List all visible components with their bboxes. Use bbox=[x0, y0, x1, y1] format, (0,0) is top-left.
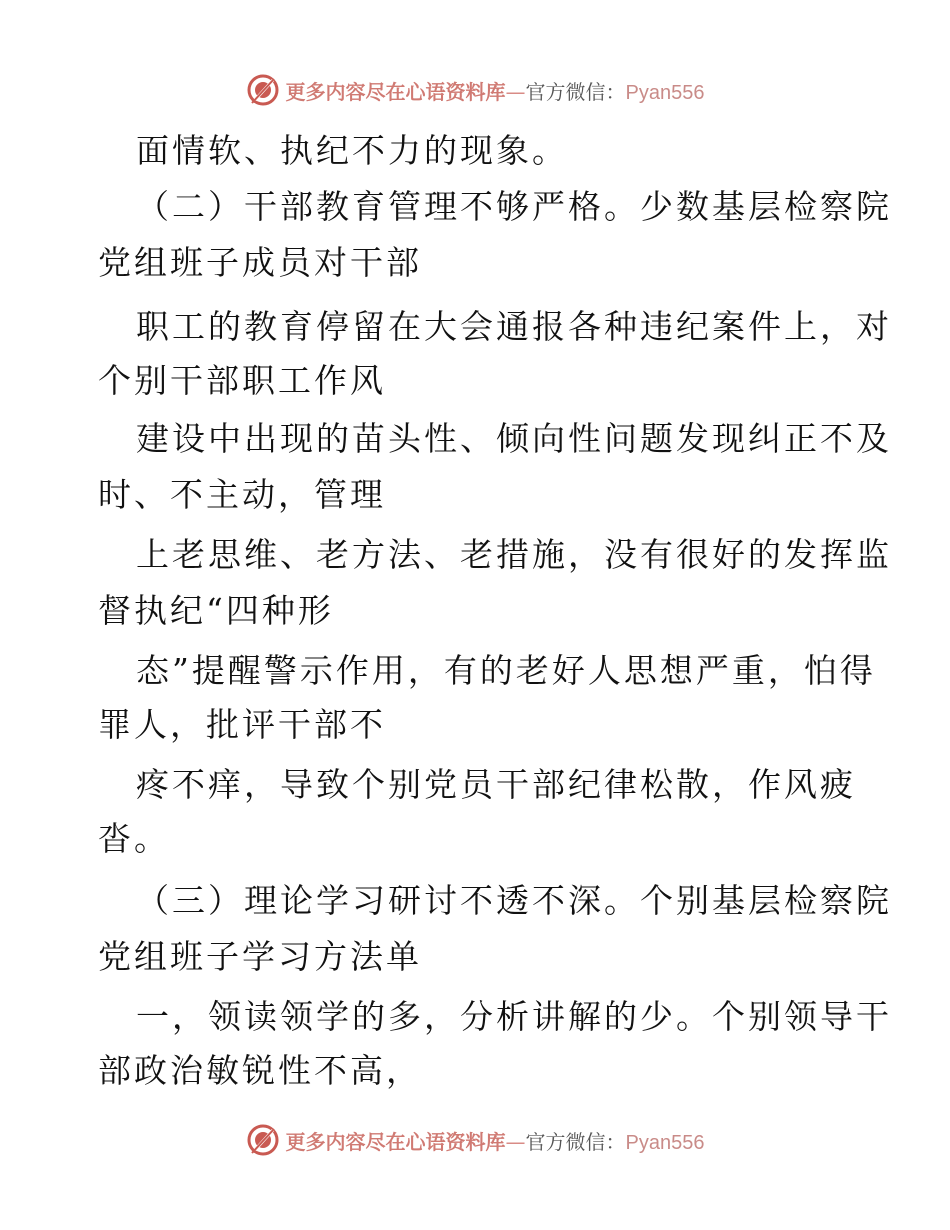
watermark-wechat-id: Pyan556 bbox=[625, 1131, 705, 1154]
text-line: 督执纪“四种形 bbox=[98, 591, 334, 630]
watermark-text bbox=[286, 1126, 705, 1155]
text-line: 党组班子成员对干部 bbox=[98, 243, 422, 282]
text-line: 面情软、执纪不力的现象。 bbox=[136, 131, 568, 170]
header-watermark bbox=[0, 70, 950, 110]
watermark-brand: 更多内容尽在心语资料库 bbox=[285, 1129, 506, 1154]
pen-logo-icon bbox=[246, 73, 280, 107]
footer-watermark bbox=[0, 1120, 950, 1160]
text-line: 罪人，批评干部不 bbox=[98, 705, 386, 744]
text-line: 上老思维、老方法、老措施，没有很好的发挥监 bbox=[136, 535, 892, 574]
watermark-label: 官方微信： bbox=[525, 79, 626, 104]
watermark-brand: 更多内容尽在心语资料库 bbox=[285, 79, 506, 104]
text-line: 沓。 bbox=[98, 819, 170, 858]
text-line: 疼不痒，导致个别党员干部纪律松散，作风疲 bbox=[136, 765, 856, 804]
text-line: 部政治敏锐性不高， bbox=[98, 1051, 422, 1090]
watermark-text bbox=[286, 76, 705, 105]
text-line: （二）干部教育管理不够严格。少数基层检察院 bbox=[136, 187, 892, 226]
text-line: （三）理论学习研讨不透不深。个别基层检察院 bbox=[136, 881, 892, 920]
watermark-separator: — bbox=[505, 1129, 526, 1154]
pen-logo-icon bbox=[246, 1123, 280, 1157]
text-line: 职工的教育停留在大会通报各种违纪案件上，对 bbox=[136, 307, 892, 346]
text-line: 一，领读领学的多，分析讲解的少。个别领导干 bbox=[136, 997, 892, 1036]
watermark-separator: — bbox=[505, 79, 526, 104]
text-line: 个别干部职工作风 bbox=[98, 361, 386, 400]
text-line: 党组班子学习方法单 bbox=[98, 937, 422, 976]
watermark-label: 官方微信： bbox=[525, 1129, 626, 1154]
text-line: 态”提醒警示作用，有的老好人思想严重，怕得 bbox=[136, 651, 876, 690]
text-line: 建设中出现的苗头性、倾向性问题发现纠正不及 bbox=[136, 419, 892, 458]
watermark-wechat-id: Pyan556 bbox=[625, 81, 705, 104]
text-line: 时、不主动，管理 bbox=[98, 475, 386, 514]
